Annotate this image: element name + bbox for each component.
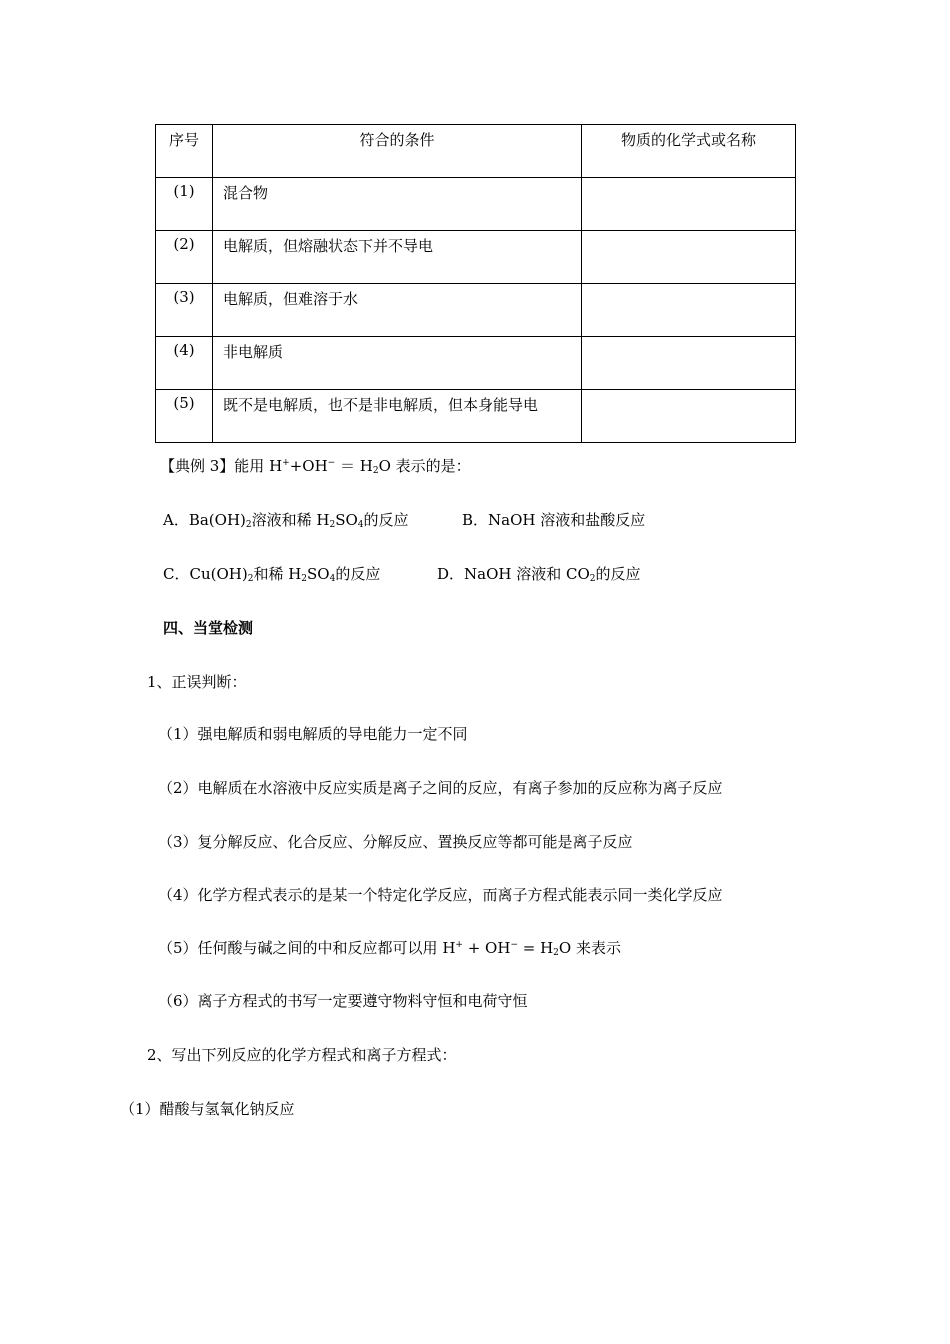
question-1-title: 1、正误判断： <box>147 673 247 691</box>
section-4-title: 四、当堂检测 <box>163 619 254 637</box>
question-2-item-1: （1）醋酸与氢氧化钠反应 <box>120 1100 295 1118</box>
question-2-title: 2、写出下列反应的化学方程式和离子方程式： <box>147 1046 457 1064</box>
table-row <box>156 178 796 231</box>
row-answer <box>582 337 796 390</box>
judgment-item-2: （2）电解质在水溶液中反应实质是离子之间的反应，有离子参加的反应称为离子反应 <box>158 779 723 797</box>
header-condition: 符合的条件 <box>213 125 582 178</box>
conditions-table <box>155 124 796 443</box>
judgment-item-1: （1）强电解质和弱电解质的导电能力一定不同 <box>158 725 468 743</box>
table-row <box>156 337 796 390</box>
row-answer <box>582 390 796 443</box>
header-answer: 物质的化学式或名称 <box>582 125 796 178</box>
row-number: (1) <box>156 178 213 231</box>
row-answer <box>582 231 796 284</box>
table-row <box>156 390 796 443</box>
judgment-item-5: （5）任何酸与碱之间的中和反应都可以用 $H^+ + OH^- = H_2O$ 来表示 <box>158 939 621 958</box>
row-condition: 混合物 <box>213 178 582 231</box>
row-number: (2) <box>156 231 213 284</box>
judgment-item-3: （3）复分解反应、化合反应、分解反应、置换反应等都可能是离子反应 <box>158 833 633 851</box>
table-header-row <box>156 125 796 178</box>
table-row <box>156 231 796 284</box>
option-a: A．$Ba(OH)_2$溶液和稀 $H_2SO_4$的反应 <box>163 511 409 530</box>
row-number: (3) <box>156 284 213 337</box>
row-number: (4) <box>156 337 213 390</box>
table-row <box>156 284 796 337</box>
example-3-question: 【典例 3】能用 $H^++OH^- = H_2O$ 表示的是： <box>160 457 471 476</box>
row-condition: 电解质，但熔融状态下并不导电 <box>213 231 582 284</box>
header-number: 序号 <box>156 125 213 178</box>
judgment-item-4: （4）化学方程式表示的是某一个特定化学反应，而离子方程式能表示同一类化学反应 <box>158 886 723 904</box>
row-answer <box>582 284 796 337</box>
option-d: D．NaOH 溶液和 $CO_2$的反应 <box>437 565 641 584</box>
row-condition: 既不是电解质，也不是非电解质，但本身能导电 <box>213 390 582 443</box>
option-c: C．$Cu(OH)_2$和稀 $H_2SO_4$的反应 <box>163 565 381 584</box>
row-number: (5) <box>156 390 213 443</box>
option-b: B．NaOH 溶液和盐酸反应 <box>462 511 646 529</box>
row-condition: 电解质，但难溶于水 <box>213 284 582 337</box>
row-answer <box>582 178 796 231</box>
judgment-item-6: （6）离子方程式的书写一定要遵守物料守恒和电荷守恒 <box>158 992 528 1010</box>
row-condition: 非电解质 <box>213 337 582 390</box>
